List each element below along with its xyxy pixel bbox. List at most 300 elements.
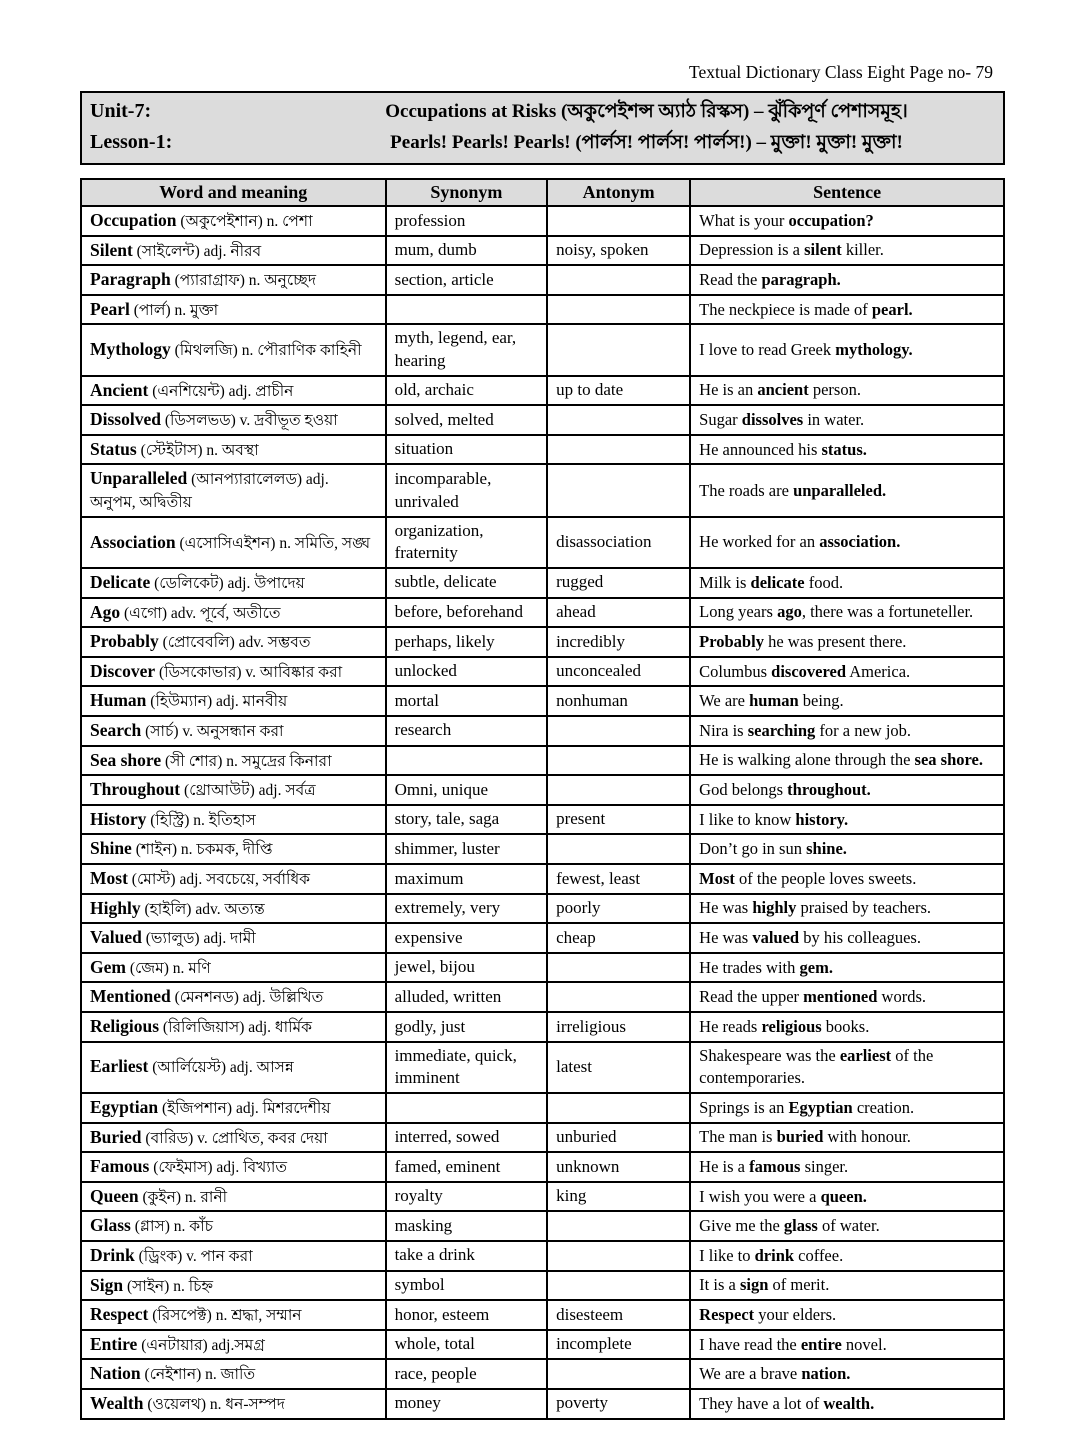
column-header-sentence: Sentence (690, 179, 1004, 206)
meaning: (ভ্যালুড) adj. দামী (141, 930, 256, 948)
table-row (81, 746, 1004, 776)
antonym-cell: poorly (547, 894, 690, 924)
word-cell (81, 1182, 386, 1212)
headword: Delicate (90, 571, 151, 592)
word-cell (81, 805, 386, 835)
sentence-cell (690, 716, 1004, 746)
table-row (81, 405, 1004, 435)
meaning: (মেনশনড) adj. উল্লিখিত (170, 989, 324, 1007)
sentence-text: Read the upper (699, 987, 804, 1007)
table-row (81, 627, 1004, 657)
table-row (81, 716, 1004, 746)
synonym-cell: profession (386, 206, 548, 236)
word-cell (81, 1152, 386, 1182)
sentence-keyword: Respect (699, 1304, 755, 1324)
headword: Discover (90, 660, 156, 681)
lesson-title: Pearls! Pearls! Pearls! (পার্লস! পার্লস! পার্লস!) – মুক্তা! মুক্তা! মুক্তা! (390, 131, 903, 153)
headword: Respect (90, 1304, 149, 1325)
sentence-text: Depression is a (699, 240, 805, 260)
synonym-cell: take a drink (386, 1241, 548, 1271)
sentence-cell (690, 1389, 1004, 1419)
sentence-keyword: unparalleled. (793, 480, 887, 500)
headword: Earliest (90, 1056, 149, 1077)
meaning: (হিউম্যান) adj. মানবীয় (146, 693, 288, 711)
antonym-cell: rugged (547, 568, 690, 598)
table-row (81, 1271, 1004, 1301)
sentence-keyword: occupation? (788, 210, 874, 230)
sentence-text: I like to (699, 1245, 755, 1265)
headword: Highly (90, 897, 141, 918)
sentence-cell (690, 206, 1004, 236)
sentence-text: novel. (841, 1334, 887, 1354)
antonym-cell (547, 1093, 690, 1123)
headword: Famous (90, 1156, 150, 1177)
synonym-cell: old, archaic (386, 376, 548, 406)
sentence-cell (690, 1123, 1004, 1153)
meaning: (মোস্ট) adj. সবচেয়ে, সর্বাধিক (127, 871, 311, 889)
meaning: (স্টেইটাস) n. অবস্থা (136, 441, 259, 459)
synonym-cell: symbol (386, 1271, 548, 1301)
word-cell (81, 982, 386, 1012)
antonym-cell: nonhuman (547, 686, 690, 716)
table-row (81, 295, 1004, 325)
table-row (81, 1042, 1004, 1093)
dictionary-table-body (81, 206, 1004, 1419)
sentence-text: food. (804, 572, 844, 592)
table-row (81, 1123, 1004, 1153)
synonym-cell: subtle, delicate (386, 568, 548, 598)
sentence-cell (690, 376, 1004, 406)
sentence-keyword: pearl. (871, 299, 913, 319)
sentence-cell (690, 1042, 1004, 1093)
sentence-cell (690, 295, 1004, 325)
word-cell (81, 775, 386, 805)
word-cell (81, 716, 386, 746)
sentence-cell (690, 1300, 1004, 1330)
headword: Ancient (90, 379, 149, 400)
sentence-keyword: history. (795, 809, 849, 829)
meaning: (ফেইমাস) adj. বিখ্যাত (149, 1159, 287, 1177)
sentence-cell (690, 236, 1004, 266)
table-row (81, 1359, 1004, 1389)
unit-row (90, 96, 993, 127)
sentence-text: He was (699, 928, 753, 948)
table-row (81, 982, 1004, 1012)
sentence-text: , there was a fortuneteller. (801, 602, 974, 622)
sentence-text: Long years (699, 602, 778, 622)
headword: Occupation (90, 210, 177, 230)
headword: Unparalleled (90, 468, 188, 489)
sentence-text: They have a lot of (699, 1393, 824, 1413)
sentence-keyword: mythology. (835, 340, 913, 360)
sentence-text: We are a brave (699, 1364, 802, 1384)
meaning: (জেম) n. মণি (125, 959, 211, 977)
synonym-cell: interred, sowed (386, 1123, 548, 1153)
headword: Egyptian (90, 1096, 159, 1117)
sentence-text: singer. (800, 1156, 849, 1176)
sentence-cell (690, 1359, 1004, 1389)
table-row (81, 686, 1004, 716)
word-cell (81, 834, 386, 864)
table-row (81, 324, 1004, 375)
headword: Most (90, 868, 128, 889)
meaning: (সাইলেন্ট) adj. নীরব (132, 242, 262, 260)
sentence-text: America. (846, 661, 911, 681)
headword: Pearl (90, 298, 130, 319)
headword: Silent (90, 239, 133, 260)
meaning: (পার্ল) n. মুক্তা (129, 301, 219, 319)
headword: Status (90, 438, 137, 459)
synonym-cell: maximum (386, 864, 548, 894)
word-cell (81, 405, 386, 435)
sentence-text: person. (808, 380, 861, 400)
sentence-cell (690, 568, 1004, 598)
antonym-cell (547, 1211, 690, 1241)
word-cell (81, 517, 386, 568)
meaning: (গ্লাস) n. কাঁচ (130, 1218, 213, 1236)
sentence-keyword: glass (783, 1216, 818, 1236)
meaning: (হাইলি) adv. অত্যন্ত (140, 900, 265, 918)
meaning: (এসোসিএইশন) n. সমিতি, সঙ্ঘ (175, 534, 371, 552)
sentence-cell (690, 265, 1004, 295)
synonym-cell: research (386, 716, 548, 746)
sentence-keyword: sea shore. (914, 750, 983, 770)
antonym-cell: irreligious (547, 1012, 690, 1042)
headword: Dissolved (90, 409, 161, 430)
meaning: (সার্চ) v. অনুসন্ধান করা (141, 722, 284, 740)
sentence-cell (690, 805, 1004, 835)
word-cell (81, 953, 386, 983)
lesson-label: Lesson-1: (90, 130, 173, 153)
table-row (81, 657, 1004, 687)
word-cell (81, 1241, 386, 1271)
antonym-cell: latest (547, 1042, 690, 1093)
headword: Association (90, 531, 176, 552)
sentence-text: Milk is (699, 572, 751, 592)
sentence-text: in water. (803, 410, 865, 430)
sentence-keyword: status. (821, 439, 867, 459)
word-cell (81, 376, 386, 406)
sentence-keyword: sign (739, 1275, 769, 1295)
headword: Probably (90, 631, 159, 652)
headword: Ago (90, 601, 121, 622)
sentence-cell (690, 834, 1004, 864)
word-cell (81, 435, 386, 465)
headword: Buried (90, 1126, 142, 1147)
headword: Mentioned (90, 986, 171, 1007)
sentence-text: The man is (699, 1127, 777, 1147)
sentence-keyword: silent (804, 240, 842, 260)
meaning: (রিলিজিয়াস) adj. ধার্মিক (159, 1019, 312, 1037)
meaning: (থ্রোআউট) adj. সর্বত্র (180, 782, 316, 800)
sentence-text: He trades with (699, 957, 800, 977)
antonym-cell (547, 405, 690, 435)
antonym-cell: unknown (547, 1152, 690, 1182)
sentence-keyword: discovered (771, 661, 846, 681)
antonym-cell (547, 953, 690, 983)
table-row (81, 864, 1004, 894)
sentence-text: coffee. (794, 1245, 844, 1265)
sentence-keyword: earliest (839, 1046, 892, 1066)
sentence-cell (690, 657, 1004, 687)
sentence-keyword: wealth. (823, 1393, 875, 1413)
meaning: (শাইন) n. চকমক, দীপ্তি (131, 841, 273, 859)
column-header-word: Word and meaning (81, 179, 386, 206)
sentence-cell (690, 775, 1004, 805)
headword: Mythology (90, 339, 171, 360)
word-cell (81, 236, 386, 266)
synonym-cell: perhaps, likely (386, 627, 548, 657)
synonym-cell: extremely, very (386, 894, 548, 924)
sentence-text: Columbus (699, 661, 772, 681)
headword: Sign (90, 1274, 124, 1295)
word-cell (81, 1359, 386, 1389)
antonym-cell: present (547, 805, 690, 835)
word-cell (81, 894, 386, 924)
sentence-text: I love to read Greek (699, 340, 836, 360)
sentence-cell (690, 894, 1004, 924)
headword: Sea shore (90, 749, 162, 770)
sentence-text: The roads are (699, 480, 794, 500)
headword: Gem (90, 956, 126, 977)
sentence-text: Give me the (699, 1216, 784, 1236)
synonym-cell: Omni, unique (386, 775, 548, 805)
sentence-text: He was (699, 898, 753, 918)
sentence-keyword: paragraph. (761, 270, 841, 290)
synonym-cell: myth, legend, ear, hearing (386, 324, 548, 375)
sentence-keyword: valued (752, 928, 800, 948)
sentence-text: Nira is (699, 720, 748, 740)
sentence-cell (690, 1241, 1004, 1271)
antonym-cell (547, 834, 690, 864)
table-row (81, 953, 1004, 983)
sentence-cell (690, 405, 1004, 435)
sentence-text: Sugar (699, 410, 742, 430)
word-cell (81, 1271, 386, 1301)
sentence-text: Shakespeare was the (699, 1046, 840, 1066)
antonym-cell (547, 775, 690, 805)
sentence-cell (690, 746, 1004, 776)
table-row (81, 923, 1004, 953)
sentence-keyword: ancient (757, 380, 809, 400)
table-row (81, 1389, 1004, 1419)
sentence-text: He is a (699, 1156, 750, 1176)
word-cell (81, 864, 386, 894)
table-row (81, 598, 1004, 628)
headword: Throughout (90, 779, 181, 800)
headword: Drink (90, 1244, 135, 1265)
meaning: (সাইন) n. চিহ্ন (123, 1277, 214, 1295)
synonym-cell: shimmer, luster (386, 834, 548, 864)
table-row (81, 517, 1004, 568)
synonym-cell: solved, melted (386, 405, 548, 435)
antonym-cell (547, 324, 690, 375)
word-cell (81, 295, 386, 325)
sentence-text: I like to know (699, 809, 796, 829)
meaning: (ডিসকোভার) v. আবিষ্কার করা (155, 663, 343, 681)
sentence-keyword: Most (699, 868, 735, 888)
antonym-cell: disesteem (547, 1300, 690, 1330)
word-cell (81, 657, 386, 687)
sentence-keyword: buried (776, 1127, 824, 1147)
table-row (81, 206, 1004, 236)
sentence-cell (690, 1271, 1004, 1301)
unit-lesson-box (80, 91, 1005, 165)
sentence-text: What is your (699, 210, 789, 230)
sentence-text: Read the (699, 270, 762, 290)
sentence-text: killer. (841, 240, 884, 260)
meaning: (ওয়েলথ) n. ধন-সম্পদ (143, 1395, 285, 1413)
antonym-cell (547, 982, 690, 1012)
word-cell (81, 1211, 386, 1241)
meaning: (আর্লিয়েস্ট) adj. আসন্ন (148, 1059, 294, 1077)
unit-label: Unit-7: (90, 100, 152, 122)
word-cell (81, 1389, 386, 1419)
table-row (81, 1241, 1004, 1271)
sentence-text: of merit. (768, 1275, 830, 1295)
sentence-keyword: human (749, 691, 799, 711)
sentence-cell (690, 324, 1004, 375)
word-cell (81, 686, 386, 716)
antonym-cell (547, 1241, 690, 1271)
meaning: (ডিসলভড) v. দ্রবীভূত হওয়া (160, 412, 338, 430)
sentence-text: of water. (817, 1216, 880, 1236)
sentence-text: He reads (699, 1016, 762, 1036)
headword: Entire (90, 1333, 138, 1354)
meaning: (ড্রিংক) v. পান করা (134, 1247, 253, 1265)
sentence-text: of the contemporaries. (699, 1046, 934, 1088)
table-row (81, 265, 1004, 295)
word-cell (81, 627, 386, 657)
sentence-keyword: Egyptian (788, 1097, 853, 1117)
sentence-text: for a new job. (815, 720, 912, 740)
sentence-keyword: ago (777, 602, 802, 622)
meaning: (এনটায়ার) adj.সমগ্র (137, 1336, 265, 1354)
headword: Glass (90, 1215, 131, 1236)
dictionary-table (80, 178, 1005, 1420)
sentence-cell (690, 864, 1004, 894)
meaning: (মিথলজি) n. পৌরাণিক কাহিনী (170, 342, 362, 360)
meaning: (আনপ্যারালেলড) adj. অনুপম, অদ্বিতীয় (90, 471, 329, 512)
word-cell (81, 1042, 386, 1093)
sentence-cell (690, 598, 1004, 628)
headword: Paragraph (90, 269, 171, 290)
word-cell (81, 1330, 386, 1360)
synonym-cell: before, beforehand (386, 598, 548, 628)
synonym-cell: situation (386, 435, 548, 465)
sentence-text: He is an (699, 380, 758, 400)
synonym-cell: jewel, bijou (386, 953, 548, 983)
word-cell (81, 1093, 386, 1123)
synonym-cell: masking (386, 1211, 548, 1241)
word-cell (81, 206, 386, 236)
antonym-cell (547, 1359, 690, 1389)
sentence-keyword: entire (800, 1334, 842, 1354)
sentence-text: your elders. (754, 1304, 837, 1324)
table-row (81, 568, 1004, 598)
antonym-cell (547, 1271, 690, 1301)
antonym-cell (547, 435, 690, 465)
word-cell (81, 1012, 386, 1042)
antonym-cell (547, 206, 690, 236)
page-header: Textual Dictionary Class Eight Page no- 79 (689, 62, 993, 82)
sentence-cell (690, 464, 1004, 516)
meaning: (রিসপেক্ট) n. শ্রদ্ধা, সম্মান (148, 1307, 302, 1325)
synonym-cell: royalty (386, 1182, 548, 1212)
meaning: (প্রোবেবলি) adv. সম্ভবত (158, 634, 311, 652)
antonym-cell: cheap (547, 923, 690, 953)
sentence-keyword: religious (761, 1016, 822, 1036)
antonym-cell: king (547, 1182, 690, 1212)
word-cell (81, 746, 386, 776)
meaning: (কুইন) n. রানী (138, 1188, 228, 1206)
synonym-cell: mum, dumb (386, 236, 548, 266)
sentence-keyword: mentioned (803, 987, 878, 1007)
word-cell (81, 568, 386, 598)
table-row (81, 1012, 1004, 1042)
sentence-text: We are (699, 691, 750, 711)
meaning: (হিস্ট্রি) n. ইতিহাস (146, 811, 256, 829)
antonym-cell: fewest, least (547, 864, 690, 894)
sentence-keyword: delicate (750, 572, 805, 592)
headword: Human (90, 690, 147, 711)
table-row (81, 464, 1004, 516)
antonym-cell: incredibly (547, 627, 690, 657)
sentence-text: Don’t go in sun (699, 839, 807, 859)
lesson-row (90, 127, 993, 158)
sentence-keyword: queen. (820, 1186, 867, 1206)
synonym-cell: godly, just (386, 1012, 548, 1042)
headword: Queen (90, 1185, 139, 1206)
word-cell (81, 1123, 386, 1153)
sentence-text: books. (821, 1016, 870, 1036)
sentence-text: He is walking alone through the (699, 750, 915, 770)
meaning: (সী শোর) n. সমুদ্রের কিনারা (161, 752, 332, 770)
sentence-keyword: throughout. (787, 780, 871, 800)
synonym-cell: incomparable, unrivaled (386, 464, 548, 516)
headword: Valued (90, 927, 142, 948)
synonym-cell: section, article (386, 265, 548, 295)
sentence-keyword: gem. (799, 957, 833, 977)
synonym-cell (386, 1093, 548, 1123)
antonym-cell (547, 746, 690, 776)
meaning: (অকুপেইশান) n. পেশা (176, 213, 313, 230)
sentence-cell (690, 1152, 1004, 1182)
meaning: (এনশিয়েন্ট) adj. প্রাচীন (148, 382, 294, 400)
antonym-cell: incomplete (547, 1330, 690, 1360)
antonym-cell (547, 716, 690, 746)
sentence-keyword: famous (749, 1156, 801, 1176)
word-cell (81, 324, 386, 375)
table-row (81, 834, 1004, 864)
word-cell (81, 1300, 386, 1330)
synonym-cell: organization, fraternity (386, 517, 548, 568)
sentence-cell (690, 627, 1004, 657)
antonym-cell: unburied (547, 1123, 690, 1153)
table-row (81, 1300, 1004, 1330)
header-row (81, 179, 1004, 206)
headword: Search (90, 719, 142, 740)
synonym-cell: money (386, 1389, 548, 1419)
antonym-cell: unconcealed (547, 657, 690, 687)
sentence-text: with honour. (823, 1127, 911, 1147)
synonym-cell: story, tale, saga (386, 805, 548, 835)
sentence-cell (690, 1012, 1004, 1042)
sentence-cell (690, 1093, 1004, 1123)
antonym-cell: up to date (547, 376, 690, 406)
sentence-keyword: Probably (699, 631, 764, 651)
meaning: (বারিড) v. প্রোথিত, কবর দেয়া (141, 1129, 328, 1147)
